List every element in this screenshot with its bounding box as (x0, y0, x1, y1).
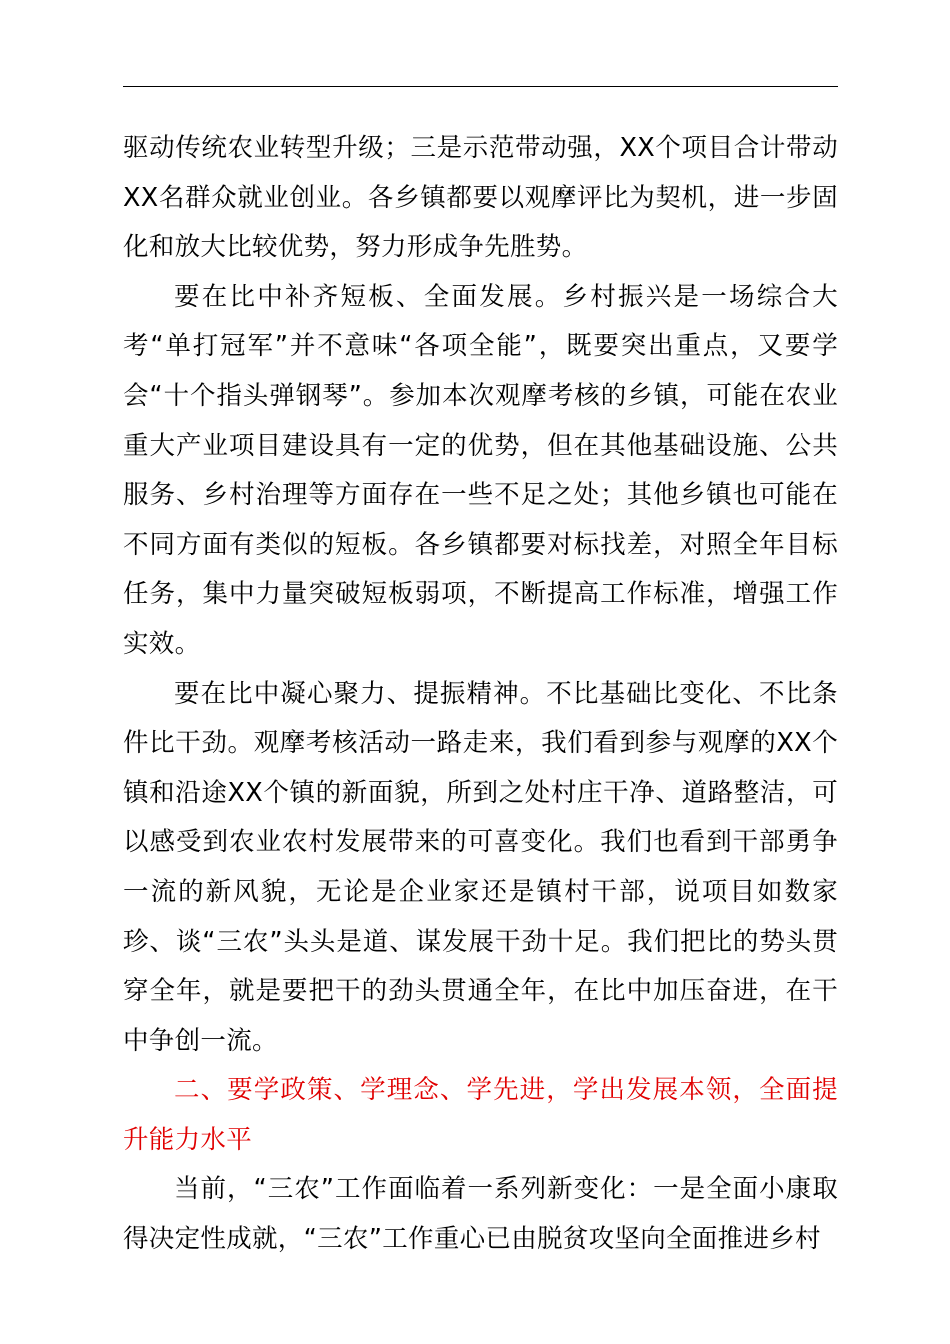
paragraph-current-situation: 当前，“三农”工作面临着一系列新变化：一是全面小康取得决定性成就，“三农”工作重心已由脱贫攻坚向全面推进乡村 (123, 1174, 838, 1255)
paragraph-spirit: 要在比中凝心聚力、提振精神。不比基础比变化、不比条件比干劲。观摩考核活动一路走来，我们看到参与观摩的XX个镇和沿途XX个镇的新面貌，所到之处村庄干净、道路整洁，可以感受到农业农村发展带来的可喜变化。我们也看到干部勇争一流的新风貌，无论是企业家还是镇村干部，说项目如数家珍、谈“三农”头头是道、谋发展干劲十足。我们把比的势头贯穿全年，就是要把干的劲头贯通全年，在比中加压奋进，在干中争创一流。 (123, 678, 838, 1056)
section-heading-two: 二、要学政策、学理念、学先进，学出发展本领，全面提升能力水平 (123, 1075, 838, 1155)
paragraph-continuation: 驱动传统农业转型升级；三是示范带动强，XX个项目合计带动XX名群众就业创业。各乡镇都要以观摩评比为契机，进一步固化和放大比较优势，努力形成争先胜势。 (123, 133, 838, 263)
document-body (123, 124, 838, 1265)
header-rule (123, 86, 838, 87)
paragraph-shortcomings: 要在比中补齐短板、全面发展。乡村振兴是一场综合大考“单打冠军”并不意味“各项全能”，既要突出重点，又要学会“十个指头弹钢琴”。参加本次观摩考核的乡镇，可能在农业重大产业项目建设具有一定的优势，但在其他基础设施、公共服务、乡村治理等方面存在一些不足之处；其他乡镇也可能在不同方面有类似的短板。各乡镇都要对标找差，对照全年目标任务，集中力量突破短板弱项，不断提高工作标准，增强工作实效。 (123, 281, 838, 659)
